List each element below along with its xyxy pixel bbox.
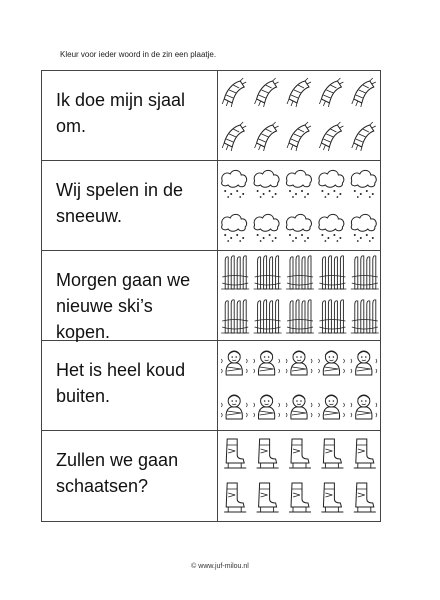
worksheet-table [41, 70, 381, 522]
skis-icon[interactable] [221, 256, 249, 289]
scarf-icon[interactable] [255, 122, 279, 151]
cold-child-icon[interactable] [318, 351, 344, 375]
snow-cloud-icon[interactable] [286, 214, 311, 242]
snow-cloud-icon[interactable] [286, 170, 311, 198]
scarf-icon[interactable] [222, 78, 246, 107]
ice-skate-icon[interactable] [289, 439, 311, 468]
picture-cell [217, 161, 380, 250]
worksheet-row [42, 71, 380, 161]
ice-skate-icon[interactable] [257, 439, 279, 468]
cold-child-icon[interactable] [351, 395, 377, 419]
cold-child-icon[interactable] [351, 351, 377, 375]
scarf-icon[interactable] [319, 78, 343, 107]
footer-copyright: © www.juf-milou.nl [191, 563, 249, 570]
skis-icon[interactable] [318, 300, 346, 333]
picture-grid [218, 341, 380, 429]
cold-child-icon[interactable] [254, 395, 280, 419]
cold-child-icon[interactable] [286, 351, 312, 375]
snow-cloud-icon[interactable] [254, 214, 279, 242]
skis-icon[interactable] [286, 256, 314, 289]
picture-grid [218, 251, 380, 339]
instruction-text: Kleur voor ieder woord in de zin een plaatje. [60, 50, 217, 59]
skis-icon[interactable] [254, 300, 282, 333]
picture-cell [217, 71, 380, 160]
ice-skate-icon[interactable] [289, 483, 311, 512]
sentence: Het is heel koud buiten. [56, 360, 186, 406]
ice-skate-icon[interactable] [224, 483, 246, 512]
scarf-icon[interactable] [222, 122, 246, 151]
cold-child-icon[interactable] [221, 395, 247, 419]
sentence: Ik doe mijn sjaal om. [56, 90, 186, 136]
skis-icon[interactable] [351, 300, 379, 333]
ice-skate-icon[interactable] [321, 439, 343, 468]
snow-cloud-icon[interactable] [222, 170, 247, 198]
skis-icon[interactable] [254, 256, 282, 289]
sentence: Zullen we gaan schaatsen? [56, 450, 179, 496]
scarf-icon[interactable] [255, 78, 279, 107]
picture-cell [217, 251, 380, 340]
ice-skate-icon[interactable] [224, 439, 246, 468]
snow-cloud-icon[interactable] [351, 214, 376, 242]
scarf-icon[interactable] [352, 122, 376, 151]
sentence: Morgen gaan we nieuwe ski’s kopen. [56, 270, 191, 342]
skis-icon[interactable] [286, 300, 314, 333]
snow-cloud-icon[interactable] [351, 170, 376, 198]
cold-child-icon[interactable] [221, 351, 247, 375]
skis-icon[interactable] [318, 256, 346, 289]
skis-icon[interactable] [351, 256, 379, 289]
ice-skate-icon[interactable] [257, 483, 279, 512]
scarf-icon[interactable] [287, 122, 311, 151]
cold-child-icon[interactable] [318, 395, 344, 419]
scarf-icon[interactable] [287, 78, 311, 107]
skis-icon[interactable] [221, 300, 249, 333]
picture-grid [218, 431, 380, 519]
cold-child-icon[interactable] [254, 351, 280, 375]
picture-grid [218, 71, 380, 159]
worksheet-row [42, 161, 380, 251]
ice-skate-icon[interactable] [321, 483, 343, 512]
snow-cloud-icon[interactable] [222, 214, 247, 242]
sentence: Wij spelen in de sneeuw. [56, 180, 184, 226]
cold-child-icon[interactable] [286, 395, 312, 419]
scarf-icon[interactable] [352, 78, 376, 107]
snow-cloud-icon[interactable] [319, 170, 344, 198]
scarf-icon[interactable] [319, 122, 343, 151]
picture-grid [218, 161, 380, 249]
worksheet-row [42, 251, 380, 341]
ice-skate-icon[interactable] [354, 483, 376, 512]
worksheet-row [42, 341, 380, 431]
picture-cell [217, 341, 380, 430]
worksheet-row [42, 431, 380, 521]
snow-cloud-icon[interactable] [319, 214, 344, 242]
picture-cell [217, 431, 380, 521]
snow-cloud-icon[interactable] [254, 170, 279, 198]
ice-skate-icon[interactable] [354, 439, 376, 468]
